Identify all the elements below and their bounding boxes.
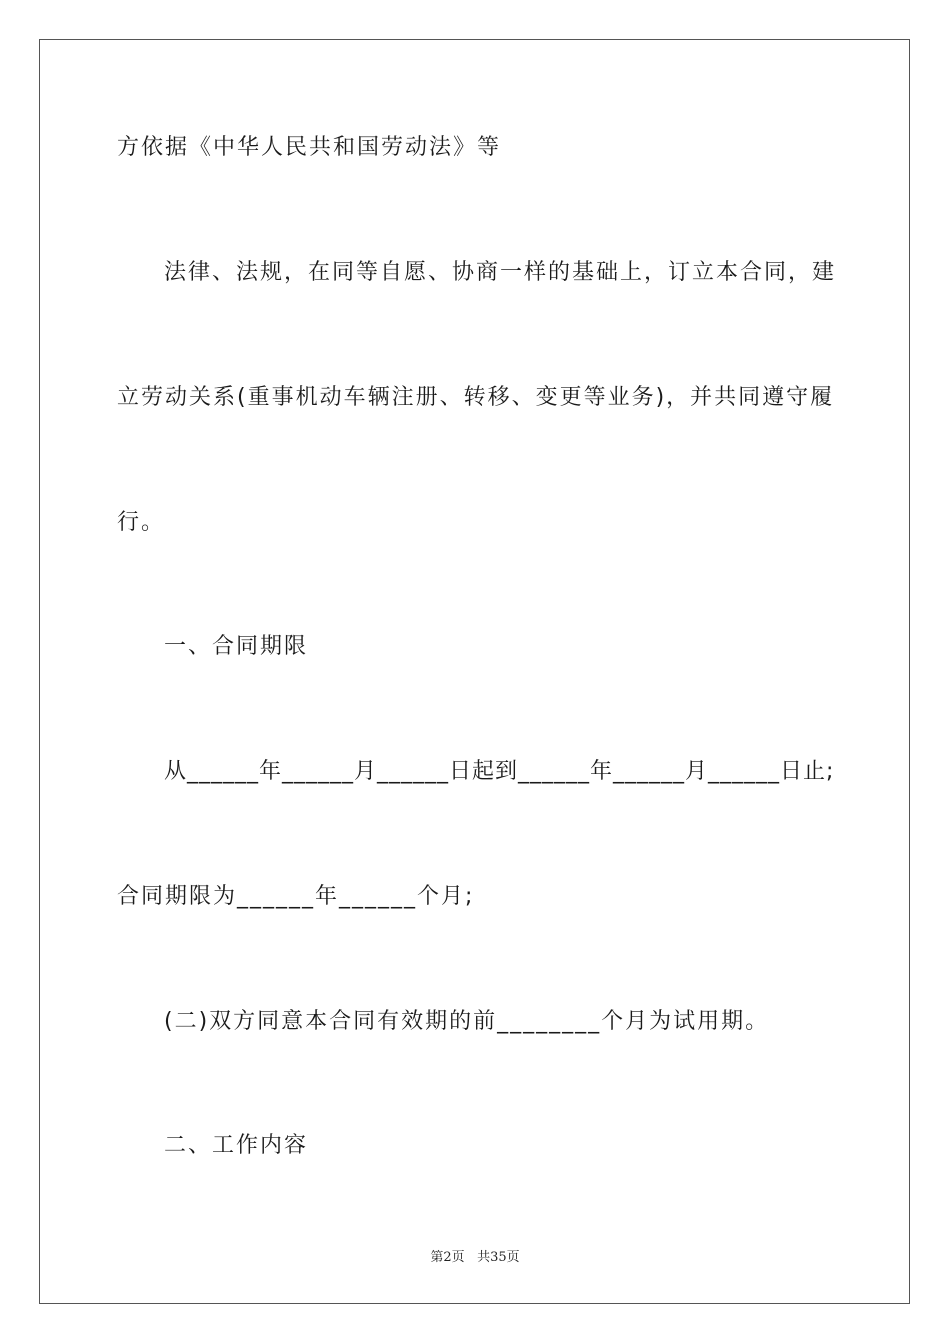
page-footer [0, 1246, 950, 1265]
page-border [39, 39, 910, 1304]
text-line-4: 行。 [117, 510, 166, 535]
section-heading-work-content: 二、工作内容 [164, 1133, 309, 1158]
text-line-date-range: 从______年______月______日起到______年______月______日止; [164, 759, 835, 784]
text-line-2: 法律、法规，在同等自愿、协商一样的基础上，订立本合同，建 [164, 260, 837, 285]
text-line-1: 方依据《中华人民共和国劳动法》等 [117, 135, 502, 160]
page-number: 第2页 [430, 1250, 465, 1265]
section-heading-contract-term: 一、合同期限 [164, 634, 309, 659]
text-line-contract-duration: 合同期限为______年______个月; [117, 884, 475, 909]
text-line-probation: (二)双方同意本合同有效期的前________个月为试用期。 [164, 1009, 770, 1034]
text-line-3: 立劳动关系(重事机动车辆注册、转移、变更等业务)，并共同遵守履 [117, 385, 835, 410]
page-total: 共35页 [477, 1250, 520, 1265]
